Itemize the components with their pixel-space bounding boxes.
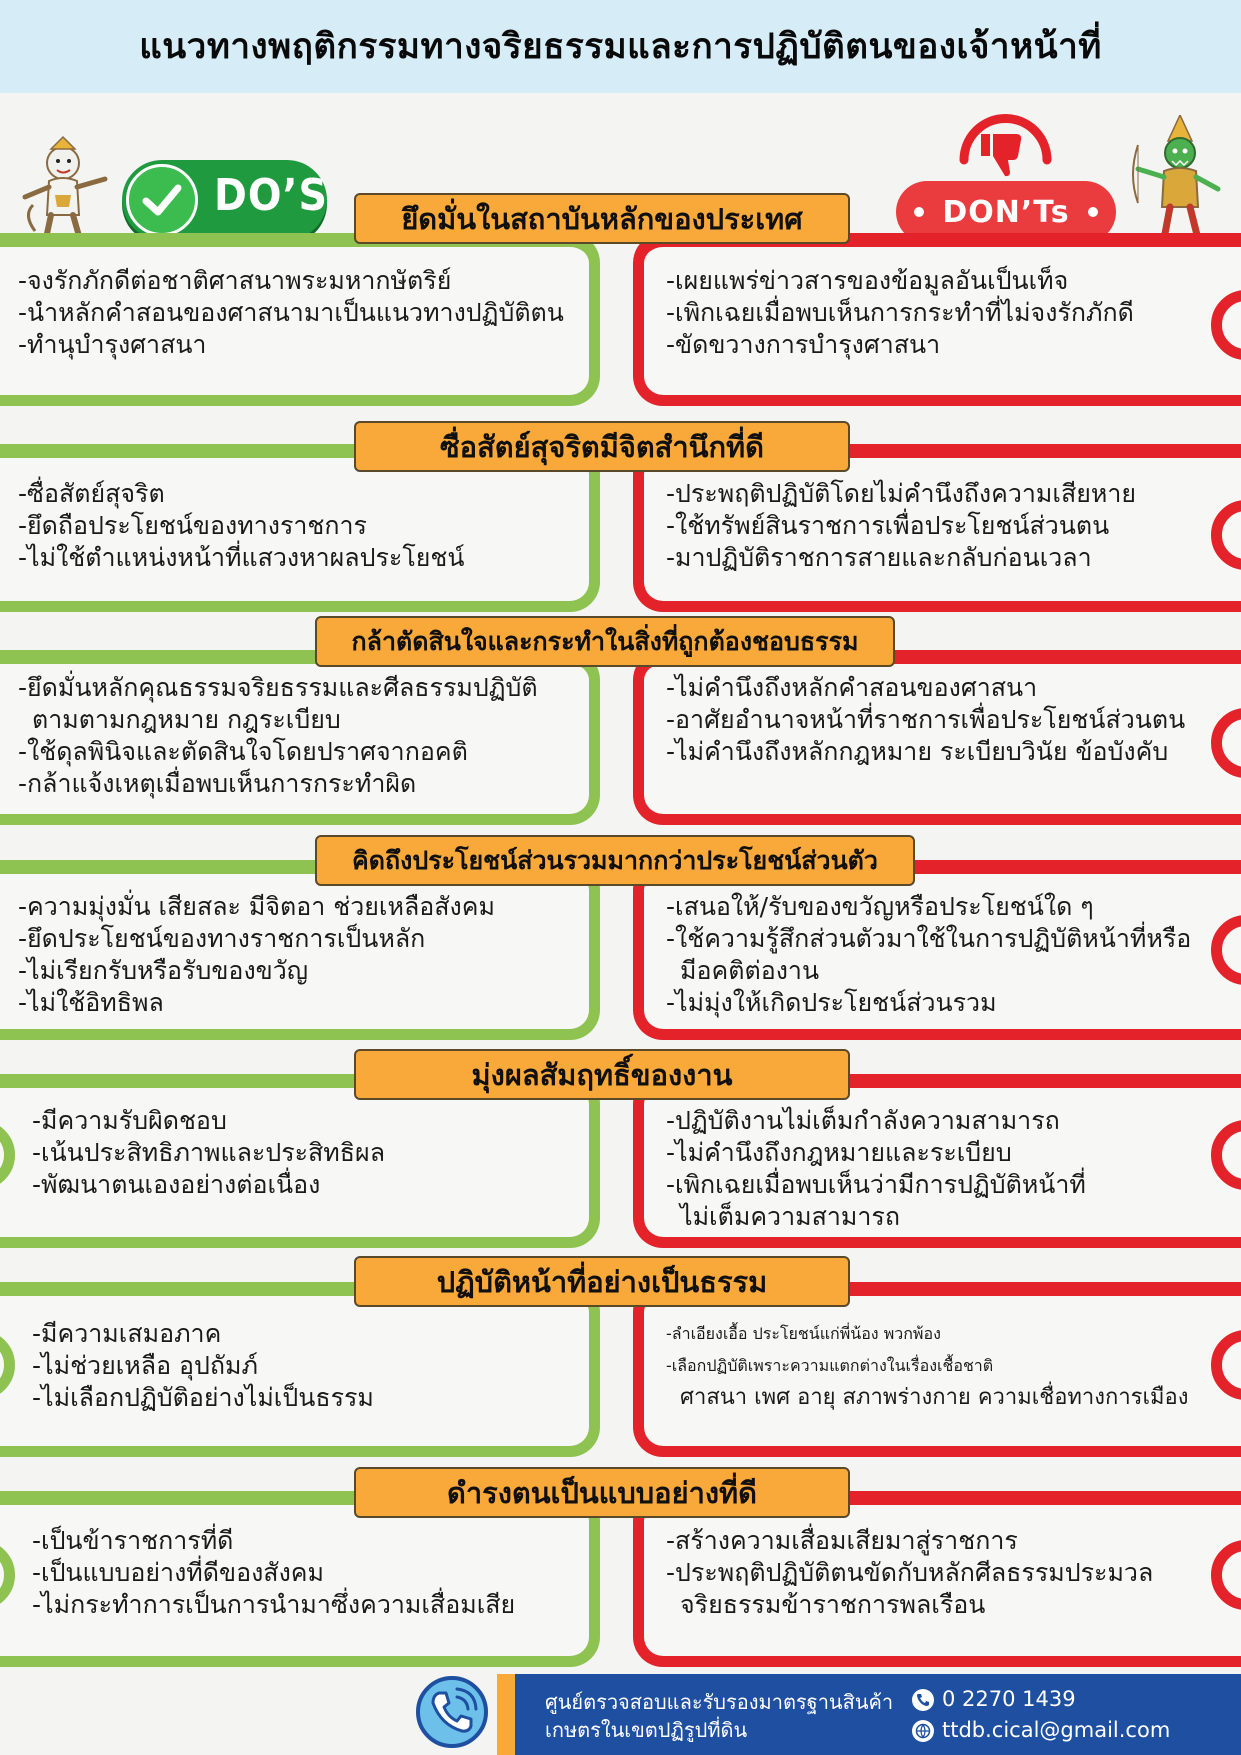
section-title: ปฏิบัติหน้าที่อย่างเป็นธรรม xyxy=(354,1256,850,1307)
section-title: กล้าตัดสินใจและกระทำในสิ่งที่ถูกต้องชอบธรรม xyxy=(315,616,895,667)
do-list-item: -ไม่เลือกปฏิบัติอย่างไม่เป็นธรรม xyxy=(32,1383,374,1412)
do-list-item: -ไม่ใช้อิทธิพล xyxy=(18,988,164,1017)
do-list-item: -มีความเสมอภาค xyxy=(32,1319,222,1348)
do-list xyxy=(18,672,538,800)
section-title: คิดถึงประโยชน์ส่วนรวมมากกว่าประโยชน์ส่วนตัว xyxy=(315,835,915,886)
section-title: มุ่งผลสัมฤทธิ์ของงาน xyxy=(354,1049,850,1100)
header-banner xyxy=(0,0,1241,93)
phone-icon xyxy=(415,1675,489,1749)
dont-label: DON’Ts xyxy=(942,194,1070,230)
dont-list-item: -ไม่คำนึงถึงหลักคำสอนของศาสนา xyxy=(666,673,1038,702)
section-title: ซื่อสัตย์สุจริตมีจิตสำนึกที่ดี xyxy=(354,421,850,472)
do-list-item: -พัฒนาตนเองอย่างต่อเนื่อง xyxy=(32,1170,321,1199)
do-list-item: -ยึดถือประโยชน์ของทางราชการ xyxy=(18,511,367,540)
section-title: ดำรงตนเป็นแบบอย่างที่ดี xyxy=(354,1467,850,1518)
dont-list xyxy=(666,1105,1086,1233)
do-list-item: -นำหลักคำสอนของศาสนามาเป็นแนวทางปฏิบัติตน xyxy=(18,298,564,327)
do-list xyxy=(32,1105,385,1201)
do-list-item: -ยึดมั่นหลักคุณธรรมจริยธรรมและศีลธรรมปฏิบัติ xyxy=(18,673,538,702)
do-list-item: -ไม่ใช้ตำแหน่งหน้าที่แสวงหาผลประโยชน์ xyxy=(18,543,465,572)
email-row xyxy=(912,1715,1170,1746)
dont-list-item: -มาปฏิบัติราชการสายและกลับก่อนเวลา xyxy=(666,543,1092,572)
globe-icon xyxy=(912,1720,934,1742)
email-address[interactable]: ttdb.cical@gmail.com xyxy=(942,1718,1171,1742)
dot-icon xyxy=(1088,207,1098,217)
phone-number[interactable]: 0 2270 1439 xyxy=(942,1687,1076,1711)
do-list-item: -ความมุ่งมั่น เสียสละ มีจิตอา ช่วยเหลือสังคม xyxy=(18,892,495,921)
do-list-item: ตามตามกฎหมาย กฎระเบียบ xyxy=(32,705,341,734)
org-line-2: เกษตรในเขตปฏิรูปที่ดิน xyxy=(545,1718,748,1742)
dont-list-item: -เสนอให้/รับของขวัญหรือประโยชน์ใด ๆ xyxy=(666,892,1094,921)
org-line-1: ศูนย์ตรวจสอบและรับรองมาตรฐานสินค้า xyxy=(545,1690,894,1714)
dont-list-item: -ประพฤติปฏิบัติโดยไม่คำนึงถึงความเสียหาย xyxy=(666,479,1137,508)
do-list-item: -ไม่เรียกรับหรือรับของขวัญ xyxy=(18,956,309,985)
do-list-item: -ใช้ดุลพินิจและตัดสินใจโดยปราศจากอคติ xyxy=(18,737,468,766)
do-list xyxy=(18,265,564,361)
dont-list xyxy=(666,1525,1153,1621)
checkmark-icon xyxy=(126,164,198,236)
phone-row xyxy=(912,1684,1170,1715)
section-title: ยึดมั่นในสถาบันหลักของประเทศ xyxy=(354,193,850,244)
do-list xyxy=(18,891,495,1019)
dont-list-item: -ลำเอียงเอื้อ ประโยชน์แก่พี่น้อง พวกพ้อง xyxy=(666,1324,941,1343)
do-list xyxy=(32,1525,515,1621)
dont-list-item: -สร้างความเสื่อมเสียมาสู่ราชการ xyxy=(666,1526,1018,1555)
footer-contact xyxy=(912,1684,1170,1746)
dont-list-item: ศาสนา เพศ อายุ สภาพร่างกาย ความเชื่อทางการเมือง xyxy=(680,1385,1189,1410)
phone-small-icon xyxy=(912,1689,934,1711)
dont-list-item: มีอคติต่องาน xyxy=(680,956,820,985)
do-list xyxy=(32,1318,374,1414)
do-badge xyxy=(122,160,327,240)
do-list-item: -เน้นประสิทธิภาพและประสิทธิผล xyxy=(32,1138,386,1167)
dont-list-item: -ประพฤติปฏิบัติตนขัดกับหลักศีลธรรมประมวล xyxy=(666,1558,1154,1587)
do-list-item: -เป็นข้าราชการที่ดี xyxy=(32,1526,234,1555)
do-list-item: -ทำนุบำรุงศาสนา xyxy=(18,330,207,359)
do-list xyxy=(18,478,464,574)
dont-list-item: -เพิกเฉยเมื่อพบเห็นว่ามีการปฏิบัติหน้าที่ xyxy=(666,1170,1086,1199)
do-list-item: -จงรักภักดีต่อชาติศาสนาพระมหากษัตริย์ xyxy=(18,266,452,295)
do-label: DO’S xyxy=(214,170,329,221)
dont-list-item: -ไม่คำนึงถึงหลักกฎหมาย ระเบียบวินัย ข้อบังคับ xyxy=(666,737,1169,766)
dont-list-item: -ไม่คำนึงถึงกฎหมายและระเบียบ xyxy=(666,1138,1012,1167)
page-title: แนวทางพฤติกรรมทางจริยธรรมและการปฏิบัติตนของเจ้าหน้าที่ xyxy=(139,27,1102,67)
dont-list-item: -ใช้ทรัพย์สินราชการเพื่อประโยชน์ส่วนตน xyxy=(666,511,1110,540)
yak-giant-mascot-icon xyxy=(1130,115,1230,245)
dont-list-item: -ขัดขวางการบำรุงศาสนา xyxy=(666,330,941,359)
dont-list xyxy=(666,891,1191,1019)
dont-list-item: -ใช้ความรู้สึกส่วนตัวมาใช้ในการปฏิบัติหน้าที่หรือ xyxy=(666,924,1192,953)
dont-list-item: ไม่เต็มความสามารถ xyxy=(680,1202,900,1231)
dont-list-item: -เผยแพร่ข่าวสารของข้อมูลอันเป็นเท็จ xyxy=(666,266,1069,295)
do-list-item: -ซื่อสัตย์สุจริต xyxy=(18,479,165,508)
dont-list-item: จริยธรรมข้าราชการพลเรือน xyxy=(680,1590,986,1619)
dont-list-item: -เพิกเฉยเมื่อพบเห็นการกระทำที่ไม่จงรักภักดี xyxy=(666,298,1134,327)
dont-list-item: -ปฏิบัติงานไม่เต็มกำลังความสามารถ xyxy=(666,1106,1060,1135)
do-list-item: -เป็นแบบอย่างที่ดีของสังคม xyxy=(32,1558,324,1587)
thumbs-down-icon xyxy=(958,100,1053,180)
dont-list-item: -อาศัยอำนาจหน้าที่ราชการเพื่อประโยชน์ส่วนตน xyxy=(666,705,1186,734)
dont-list xyxy=(666,478,1136,574)
footer-organization xyxy=(545,1688,905,1744)
do-list-item: -ไม่ช่วยเหลือ อุปถัมภ์ xyxy=(32,1351,259,1380)
dont-list-item: -ไม่มุ่งให้เกิดประโยชน์ส่วนรวม xyxy=(666,988,997,1017)
do-list-item: -ยึดประโยชน์ของทางราชการเป็นหลัก xyxy=(18,924,426,953)
do-list-item: -กล้าแจ้งเหตุเมื่อพบเห็นการกระทำผิด xyxy=(18,769,417,798)
do-list-item: -มีความรับผิดชอบ xyxy=(32,1106,227,1135)
footer-accent xyxy=(497,1674,515,1755)
do-list-item: -ไม่กระทำการเป็นการนำมาซึ่งความเสื่อมเสีย xyxy=(32,1590,516,1619)
dont-list xyxy=(666,265,1134,361)
dont-list xyxy=(666,1318,1188,1414)
dont-list xyxy=(666,672,1185,768)
dont-list-item: -เลือกปฏิบัติเพราะความแตกต่างในเรื่องเชื้อชาติ xyxy=(666,1356,994,1375)
